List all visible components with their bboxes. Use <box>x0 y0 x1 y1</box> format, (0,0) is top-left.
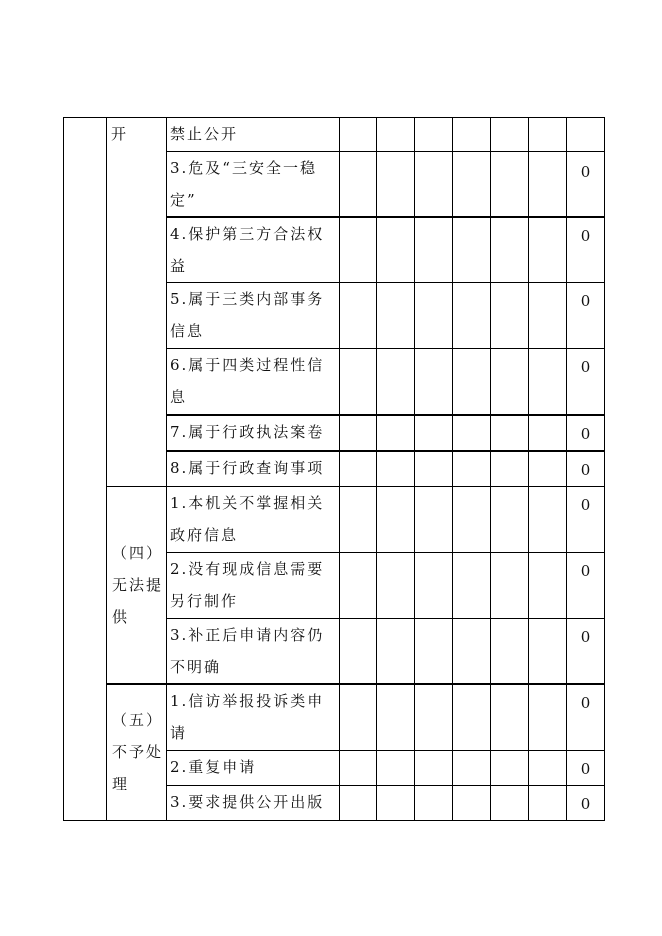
row-total-value: 0 <box>567 152 605 218</box>
row-total-value <box>567 118 605 152</box>
row-total-value: 0 <box>567 785 605 820</box>
row-item-label: 6.属于四类过程性信息 <box>167 349 340 415</box>
row-item-label: 禁止公开 <box>167 118 340 152</box>
section-5-label: （五）不予处理 <box>107 684 167 820</box>
row-item-label: 3.危及“三安全一稳定” <box>167 152 340 218</box>
disclosure-stats-table <box>63 117 605 821</box>
row-total-value: 0 <box>567 486 605 552</box>
row-item-label: 2.重复申请 <box>167 750 340 785</box>
row-item-label: 3.要求提供公开出版 <box>167 785 340 820</box>
row-item-label: 8.属于行政查询事项 <box>167 451 340 487</box>
row-total-value: 0 <box>567 217 605 283</box>
row-total-value: 0 <box>567 552 605 618</box>
row-total-value: 0 <box>567 283 605 349</box>
section-cont-label: 开 <box>107 118 167 487</box>
row-item-label: 2.没有现成信息需要另行制作 <box>167 552 340 618</box>
row-total-value: 0 <box>567 451 605 487</box>
row-item-label: 3.补正后申请内容仍不明确 <box>167 618 340 684</box>
row-item-label: 4.保护第三方合法权益 <box>167 217 340 283</box>
row-item-label: 1.本机关不掌握相关政府信息 <box>167 486 340 552</box>
row-total-value: 0 <box>567 618 605 684</box>
section-4-label: （四）无法提供 <box>107 486 167 684</box>
row-total-value: 0 <box>567 684 605 750</box>
outer-category-cell <box>64 118 107 821</box>
row-item-label: 5.属于三类内部事务信息 <box>167 283 340 349</box>
row-total-value: 0 <box>567 415 605 451</box>
row-total-value: 0 <box>567 750 605 785</box>
row-item-label: 7.属于行政执法案卷 <box>167 415 340 451</box>
row-item-label: 1.信访举报投诉类申请 <box>167 684 340 750</box>
row-total-value: 0 <box>567 349 605 415</box>
